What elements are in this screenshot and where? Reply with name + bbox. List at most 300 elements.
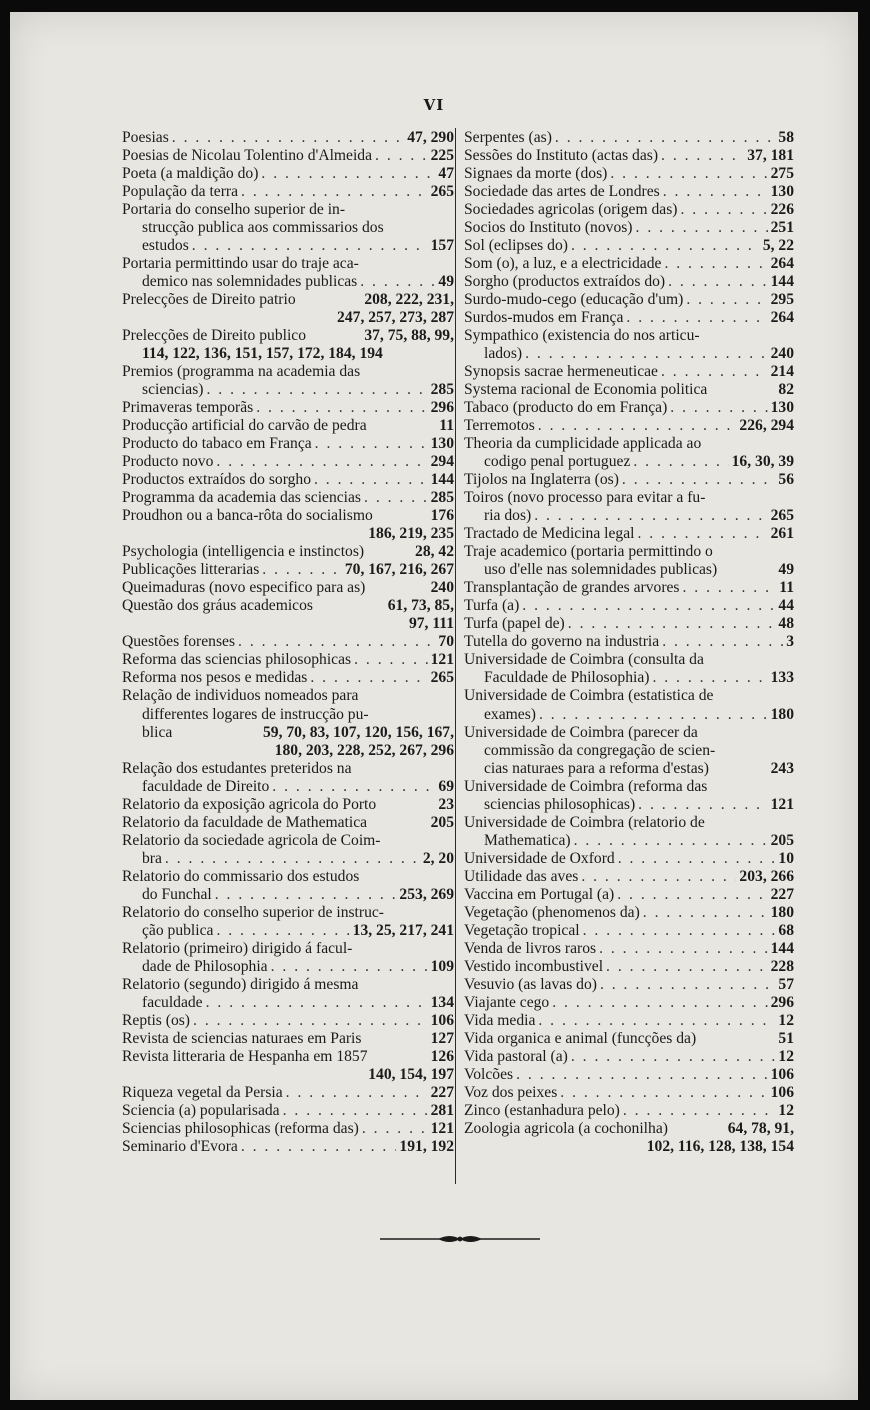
dot-leader xyxy=(617,886,767,904)
entry-title: Queimaduras (novo especifico para as) xyxy=(122,579,366,597)
index-entry-line xyxy=(122,651,454,669)
index-entry xyxy=(464,922,794,940)
entry-title: Questão dos gráus academicos xyxy=(122,597,313,615)
dot-leader xyxy=(315,435,428,453)
index-entry-line xyxy=(464,1138,794,1156)
entry-title: Producto novo xyxy=(122,453,214,471)
dot-leader xyxy=(216,453,427,471)
entry-title: estudos xyxy=(142,237,189,255)
page-refs: 57 xyxy=(778,975,794,993)
entry-title: Surdo-mudo-cego (educação d'um) xyxy=(464,291,684,309)
dot-leader xyxy=(283,1102,428,1120)
index-entry xyxy=(122,868,454,904)
entry-title: Primaveras temporãs xyxy=(122,399,254,417)
entry-title: Portaria do conselho superior de in- xyxy=(122,201,346,219)
page-refs: 265 xyxy=(430,183,454,201)
index-entry-line xyxy=(122,1030,454,1048)
entry-title: Reforma nos pesos e medidas xyxy=(122,669,308,687)
index-entry xyxy=(122,1120,454,1138)
page-refs: 176 xyxy=(430,507,454,525)
index-entry-line xyxy=(122,291,454,309)
page-refs: 144 xyxy=(430,471,454,489)
page-refs: 102, 116, 128, 138, 154 xyxy=(646,1137,794,1155)
page-refs: 106 xyxy=(770,1065,794,1083)
index-entry xyxy=(464,543,794,579)
dot-leader xyxy=(670,399,767,417)
page-refs: 265 xyxy=(770,507,794,525)
dot-leader xyxy=(686,291,767,309)
index-entry xyxy=(464,435,794,471)
entry-title: Universidade de Coimbra (parecer da xyxy=(464,723,698,741)
page-refs: 70, 167, 216, 267 xyxy=(344,561,454,579)
dot-leader xyxy=(314,471,428,489)
entry-title: do Funchal xyxy=(142,885,212,903)
page-refs: 134 xyxy=(430,993,454,1011)
page-refs: 226, 294 xyxy=(739,417,794,435)
index-entry-line xyxy=(122,615,454,633)
index-entry xyxy=(464,850,794,868)
index-entry-line xyxy=(122,237,454,255)
index-entry-line xyxy=(122,724,454,742)
page-refs: 12 xyxy=(778,1047,794,1065)
dot-leader xyxy=(599,940,768,958)
dot-leader xyxy=(206,994,428,1012)
entry-title: Vesuvio (as lavas do) xyxy=(464,975,597,993)
index-entry-line xyxy=(464,147,794,165)
index-entry xyxy=(464,291,794,309)
index-entry xyxy=(122,669,454,687)
dot-leader xyxy=(664,255,767,273)
index-entry xyxy=(464,976,794,994)
index-entry-line xyxy=(122,1102,454,1120)
index-entry xyxy=(464,255,794,273)
dot-leader xyxy=(638,796,767,814)
index-page xyxy=(10,12,858,1400)
index-column-left xyxy=(122,129,454,1156)
entry-title: Sciencia (a) popularisada xyxy=(122,1101,280,1119)
index-entry-line xyxy=(122,940,454,958)
page-refs: 275 xyxy=(770,165,794,183)
page-refs: 227 xyxy=(430,1083,454,1101)
dot-leader xyxy=(206,381,427,399)
dot-leader xyxy=(662,633,783,651)
index-entry xyxy=(464,129,794,147)
entry-title: Psychologia (intelligencia e instinctos) xyxy=(122,543,365,561)
dot-leader xyxy=(538,1012,775,1030)
index-entry-line xyxy=(122,525,454,543)
dot-leader xyxy=(606,958,768,976)
dot-leader xyxy=(364,489,428,507)
entry-title: Vestido incombustivel xyxy=(464,957,604,975)
index-entry xyxy=(464,1030,794,1048)
dot-leader xyxy=(555,129,776,147)
page-refs: 140, 154, 197 xyxy=(368,1065,454,1083)
index-entry-line xyxy=(122,886,454,904)
page-refs: 214 xyxy=(770,363,794,381)
index-entry-line xyxy=(464,237,794,255)
page-refs: 48 xyxy=(778,615,794,633)
entry-title: Sympathico (existencia do nos articu- xyxy=(464,327,700,345)
entry-title: Questões forenses xyxy=(122,633,236,651)
index-entry-line xyxy=(464,886,794,904)
index-entry-line xyxy=(464,507,794,525)
index-entry xyxy=(464,201,794,219)
page-refs: 106 xyxy=(770,1083,794,1101)
index-entry-line xyxy=(464,651,794,669)
entry-title: Prelecções de Direito publico xyxy=(122,327,307,345)
index-entry xyxy=(122,363,454,399)
dot-leader xyxy=(215,886,397,904)
index-entry-line xyxy=(122,742,454,760)
page-refs: 126 xyxy=(430,1047,454,1065)
dot-leader xyxy=(581,868,736,886)
entry-title: Relatorio do commissario dos estudos xyxy=(122,867,360,885)
page-refs: 296 xyxy=(430,399,454,417)
dot-leader xyxy=(661,147,744,165)
dot-leader xyxy=(193,1012,428,1030)
index-entry xyxy=(122,435,454,453)
entry-title: População da terra xyxy=(122,183,239,201)
entry-title: Traje academico (portaria permittindo o xyxy=(464,543,713,561)
page-refs: 47, 290 xyxy=(407,129,454,146)
entry-title: Productos extraídos do sorgho xyxy=(122,471,311,489)
dot-leader xyxy=(525,345,768,363)
index-entry-line xyxy=(122,453,454,471)
dot-leader xyxy=(172,129,404,147)
dot-leader xyxy=(552,994,767,1012)
entry-title: Tutella do governo na industria xyxy=(464,633,660,651)
index-entry xyxy=(122,291,454,327)
entry-title: cias naturaes para a reforma d'estas) xyxy=(484,759,709,777)
index-entry-line xyxy=(122,796,454,814)
index-entry-line xyxy=(122,183,454,201)
dot-leader xyxy=(574,832,768,850)
page-refs: 295 xyxy=(770,291,794,309)
entry-title: Relatorio do conselho superior de instruc- xyxy=(122,903,384,921)
index-entry-line xyxy=(464,976,794,994)
entry-title: Sociedade das artes de Londres xyxy=(464,183,660,201)
index-entry-line xyxy=(464,994,794,1012)
index-entry-line xyxy=(464,291,794,309)
page-refs: 37, 75, 88, 99, xyxy=(364,327,454,345)
dot-leader xyxy=(643,904,768,922)
page-refs: 253, 269 xyxy=(399,885,454,903)
dot-leader xyxy=(583,922,776,940)
page-refs: 157 xyxy=(430,237,454,255)
entry-title: Utilidade das aves xyxy=(464,867,579,885)
index-entry-line xyxy=(122,129,454,147)
entry-title: Vegetação (phenomenos da) xyxy=(464,903,640,921)
entry-title: Socios do Instituto (novos) xyxy=(464,219,633,237)
entry-title: Proudhon ou a banca-rôta do socialismo xyxy=(122,507,373,525)
page-refs: 28, 42 xyxy=(415,543,454,561)
page-refs: 281 xyxy=(430,1101,454,1119)
index-entry-line xyxy=(122,417,454,435)
index-entry-line xyxy=(464,850,794,868)
page-number: VI xyxy=(423,96,445,114)
entry-title: sciencias) xyxy=(142,381,204,399)
page-refs: 191, 192 xyxy=(399,1137,454,1155)
entry-title: Poesias xyxy=(122,129,169,146)
index-entry-line xyxy=(122,543,454,561)
entry-title: Signaes da morte (dos) xyxy=(464,165,608,183)
dot-leader xyxy=(683,579,777,597)
dot-leader xyxy=(571,1048,776,1066)
index-entry-line xyxy=(464,868,794,886)
page-refs: 265 xyxy=(430,669,454,687)
index-entry-line xyxy=(122,363,454,381)
entry-title: Reforma das sciencias philosophicas xyxy=(122,651,352,669)
dot-leader xyxy=(238,633,435,651)
page-refs: 130 xyxy=(770,183,794,201)
entry-title: Riqueza vegetal da Persia xyxy=(122,1083,283,1101)
index-entry xyxy=(464,904,794,922)
entry-title: Universidade de Coimbra (relatorio de xyxy=(464,813,705,831)
page-refs: 47 xyxy=(438,165,454,183)
entry-title: Synopsis sacrae hermeneuticae xyxy=(464,363,658,381)
index-entry xyxy=(122,1030,454,1048)
index-entry xyxy=(464,814,794,850)
entry-title: Vida pastoral (a) xyxy=(464,1047,568,1065)
index-entry xyxy=(122,183,454,201)
index-entry-line xyxy=(464,201,794,219)
dot-leader xyxy=(522,597,775,615)
page-refs: 44 xyxy=(778,597,794,615)
index-entry xyxy=(122,976,454,1012)
page-refs: 261 xyxy=(770,525,794,543)
entry-title: blica xyxy=(142,723,173,741)
dot-leader xyxy=(241,183,428,201)
entry-title: Tijolos na Inglaterra (os) xyxy=(464,471,619,489)
entry-title: Relatorio da exposição agricola do Porto xyxy=(122,795,377,813)
index-entry-line xyxy=(464,255,794,273)
page-refs: 205 xyxy=(770,831,794,849)
dot-leader xyxy=(310,669,427,687)
index-entry xyxy=(464,1084,794,1102)
page-refs: 251 xyxy=(770,219,794,237)
index-entry xyxy=(464,597,794,615)
page-refs: 294 xyxy=(430,453,454,471)
page-refs: 208, 222, 231, xyxy=(364,291,454,309)
entry-title: Vegetação tropical xyxy=(464,921,580,939)
index-entry xyxy=(464,273,794,291)
index-entry xyxy=(122,129,454,147)
page-refs: 49 xyxy=(778,561,794,579)
page-refs: 13, 25, 217, 241 xyxy=(352,921,454,939)
entry-title: Voz dos peixes xyxy=(464,1083,558,1101)
index-entry-line xyxy=(464,129,794,147)
dot-leader xyxy=(618,850,776,868)
entry-title: commissão da congregação de scien- xyxy=(484,741,716,759)
index-entry xyxy=(464,958,794,976)
entry-title: Venda de livros raros xyxy=(464,939,597,957)
page-refs: 64, 78, 91, xyxy=(727,1119,794,1137)
dot-leader xyxy=(568,615,776,633)
index-entry-line xyxy=(464,958,794,976)
index-entry-line xyxy=(122,1066,454,1084)
page-refs: 247, 257, 273, 287 xyxy=(337,309,454,327)
dot-leader xyxy=(272,778,435,796)
page-refs: 16, 30, 39 xyxy=(731,453,794,471)
index-entry-line xyxy=(122,165,454,183)
dot-leader xyxy=(636,219,768,237)
index-entry xyxy=(122,201,454,255)
index-entry xyxy=(122,1084,454,1102)
index-entry xyxy=(464,327,794,363)
index-entry-line xyxy=(122,706,454,724)
entry-title: Mathematica) xyxy=(484,831,571,849)
index-entry-line xyxy=(464,832,794,850)
index-entry-line xyxy=(464,706,794,724)
index-entry xyxy=(464,633,794,651)
index-entry-line xyxy=(122,778,454,796)
index-entry-line xyxy=(464,904,794,922)
index-entry xyxy=(464,778,794,814)
entry-title: demico nas solemnidades publicas xyxy=(142,273,358,291)
column-divider xyxy=(455,128,456,1184)
index-entry-line xyxy=(464,796,794,814)
index-entry-line xyxy=(122,976,454,994)
index-entry-line xyxy=(122,489,454,507)
page-refs: 23 xyxy=(438,795,454,813)
index-entry-line xyxy=(464,1084,794,1102)
index-entry-line xyxy=(122,147,454,165)
page-refs: 205 xyxy=(430,813,454,831)
page-refs: 240 xyxy=(430,579,454,597)
entry-title: faculdade de Direito xyxy=(142,777,270,795)
entry-title: Universidade de Coimbra (estatistica de xyxy=(464,687,714,705)
index-entry xyxy=(464,489,794,525)
entry-title: Universidade de Coimbra (consulta da xyxy=(464,651,704,669)
page-refs: 285 xyxy=(430,381,454,399)
entry-title: faculdade xyxy=(142,993,203,1011)
page-refs: 186, 219, 235 xyxy=(368,525,454,543)
page-refs: 130 xyxy=(770,399,794,417)
index-entry xyxy=(464,1120,794,1156)
index-entry-line xyxy=(122,868,454,886)
index-entry-line xyxy=(122,219,454,237)
index-entry-line xyxy=(464,381,794,399)
entry-title: ção publica xyxy=(142,921,214,939)
index-entry-line xyxy=(122,471,454,489)
index-entry xyxy=(122,597,454,633)
page-refs: 51 xyxy=(778,1029,794,1047)
page-refs: 225 xyxy=(430,147,454,165)
page-refs: 130 xyxy=(430,435,454,453)
dot-leader xyxy=(360,273,435,291)
entry-title: Sessões do Instituto (actas das) xyxy=(464,147,659,165)
dot-leader xyxy=(610,165,767,183)
dot-leader xyxy=(560,1084,767,1102)
index-entry xyxy=(122,796,454,814)
dot-leader xyxy=(663,183,768,201)
entry-title: Faculdade de Philosophia) xyxy=(484,669,650,687)
index-entry-line xyxy=(122,1084,454,1102)
index-entry xyxy=(122,651,454,669)
dot-leader xyxy=(192,237,428,255)
entry-title: Sciencias philosophicas (reforma das) xyxy=(122,1119,359,1137)
page-refs: 10 xyxy=(778,849,794,867)
entry-title: Revista de sciencias naturaes em Paris xyxy=(122,1029,362,1047)
page-refs: 56 xyxy=(778,471,794,489)
index-entry-line xyxy=(464,579,794,597)
entry-title: Universidade de Coimbra (reforma das xyxy=(464,777,708,795)
index-entry-line xyxy=(464,561,794,579)
entry-title: Vaccina em Portugal (a) xyxy=(464,885,615,903)
entry-title: Universidade de Oxford xyxy=(464,849,615,867)
index-entry-line xyxy=(464,814,794,832)
page-refs: 226 xyxy=(770,201,794,219)
index-entry xyxy=(122,489,454,507)
index-entry-line xyxy=(122,561,454,579)
dot-leader xyxy=(256,399,427,417)
entry-title: Relatorio da faculdade de Mathematica xyxy=(122,813,368,831)
page-refs: 11 xyxy=(439,417,454,435)
index-entry xyxy=(122,633,454,651)
page-refs: 59, 70, 83, 107, 120, 156, 167, xyxy=(262,723,454,741)
entry-title: Producto do tabaco em França xyxy=(122,435,312,453)
index-entry xyxy=(122,255,454,291)
index-entry xyxy=(464,651,794,687)
index-entry xyxy=(464,994,794,1012)
page-refs: 228 xyxy=(770,957,794,975)
index-entry-line xyxy=(464,1066,794,1084)
index-entry xyxy=(464,147,794,165)
index-entry-line xyxy=(122,507,454,525)
page-refs: 97, 111 xyxy=(408,615,454,633)
index-entry-line xyxy=(464,417,794,435)
dot-leader xyxy=(534,507,767,525)
index-entry-line xyxy=(464,183,794,201)
page-refs: 49 xyxy=(438,273,454,291)
index-entry-line xyxy=(464,922,794,940)
page-refs: 37, 181 xyxy=(747,147,794,165)
index-entry-line xyxy=(464,399,794,417)
index-entry xyxy=(464,165,794,183)
page-refs: 296 xyxy=(770,993,794,1011)
entry-title: Relatorio (primeiro) dirigido á facul- xyxy=(122,939,353,957)
index-entry-line xyxy=(464,165,794,183)
index-entry xyxy=(464,1102,794,1120)
page-refs: 121 xyxy=(430,1119,454,1137)
index-entry-line xyxy=(464,219,794,237)
page-refs: 2, 20 xyxy=(422,849,454,867)
index-entry xyxy=(464,399,794,417)
page-refs: 285 xyxy=(430,489,454,507)
index-entry-line xyxy=(464,345,794,363)
entry-title: Relatorio (segundo) dirigido á mesma xyxy=(122,975,359,993)
index-entry xyxy=(122,814,454,832)
dot-leader xyxy=(661,363,768,381)
index-entry xyxy=(122,832,454,868)
index-entry-line xyxy=(122,597,454,615)
entry-title: Programma da academia das sciencias xyxy=(122,489,362,507)
index-entry-line xyxy=(122,669,454,687)
index-entry-line xyxy=(464,1048,794,1066)
index-entry-line xyxy=(464,309,794,327)
index-entry-line xyxy=(122,273,454,291)
entry-title: lados) xyxy=(484,345,523,363)
index-entry-line xyxy=(122,850,454,868)
index-entry xyxy=(464,309,794,327)
index-entry xyxy=(122,1138,454,1156)
page-refs: 109 xyxy=(430,957,454,975)
index-entry-line xyxy=(122,399,454,417)
index-entry-line xyxy=(464,489,794,507)
index-entry-line xyxy=(464,760,794,778)
index-entry xyxy=(464,886,794,904)
index-entry-line xyxy=(464,273,794,291)
